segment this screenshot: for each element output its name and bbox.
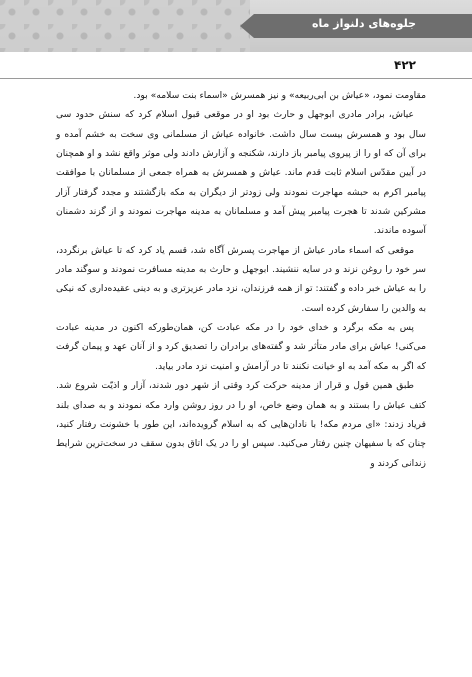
body-text [56,86,426,473]
header-divider [0,78,472,79]
book-title: جلوه‌های دلنواز ماه [311,17,416,30]
paragraph: عیاش، برادر مادری ابوجهل و حارث بود او در موقعی قبول اسلام کرد که سنش حدود سی سال بود و همسرش بیست سال داشت. خانواده عیاش از مسلمانی وی سخت به خشم آمده و برای آن که او را از پیروی پیامبر باز دارند، شکنجه و آزارش دادند ولی موثر واقع نشد و او همچنان در آیین مقدّس اسلام ثابت قدم ماند. عیاش و همسرش به همراه جمعی از مسلمانان با موافقت پیامبر اکرم به حبشه مهاجرت نمودند ولی زودتر از دیگران به مکه بازگشتند و مجدد گرفتار آزار مشرکین شدند تا هجرت پیامبر پیش آمد و مسلمانان به مدینه مهاجرت نمودند و از گزند دشمنان آسوده ماندند. [56,109,426,237]
page-header [0,0,472,52]
decorative-ornament [0,0,250,52]
paragraph: پس به مکه برگرد و خدای خود را در مکه عبادت کن، همان‌طورکه اکنون در مدینه عبادت می‌کنی! عیاش برای مادر متأثر شد و گفته‌های برادران را تصدیق کرد و از آنان عهد و پیمان گرفت که اگر به مکه آمد به او خیانت نکنند تا در آرامش و امنیت نزد مادر بیاید. [56,322,426,372]
paragraph: مقاومت نمود، «عیاش بن ابی‌ربیعه» و نیز همسرش «اسماء بنت سلامه» بود. [133,90,426,101]
page-number: ۴۲۲ [394,58,416,72]
paragraph: طبق همین قول و قرار از مدینه حرکت کرد وقتی از شهر دور شدند، آزار و اذیّت شروع شد. کتف عیاش را بستند و به همان وضع خاص، او را در روز روشن وارد مکه نمودند و به صدای بلند فریاد زدند: «ای مردم مکه! با نادان‌هایی که به اسلام گرویده‌اند، این طور با خشونت رفتار کنید، چنان که با سفیهان چنین رفتار می‌کنید. سپس او را در یک اتاق بدون سقف در سخت‌ترین شرایط زندانی کردند و [56,380,426,469]
paragraph: موقعی که اسماء مادر عیاش از مهاجرت پسرش آگاه شد، قسم یاد کرد که تا عیاش برنگردد، سر خود را روغن نزند و در سایه ننشیند. ابوجهل و حارث به مدینه مسافرت نمودند و سوگند مادر را به عیاش خبر داده و گفتند: تو از همه فرزندان، نزد مادر عزیزتری و به دینی عقیده‌داری که نیکی به والدین را سفارش کرده است. [56,244,426,314]
